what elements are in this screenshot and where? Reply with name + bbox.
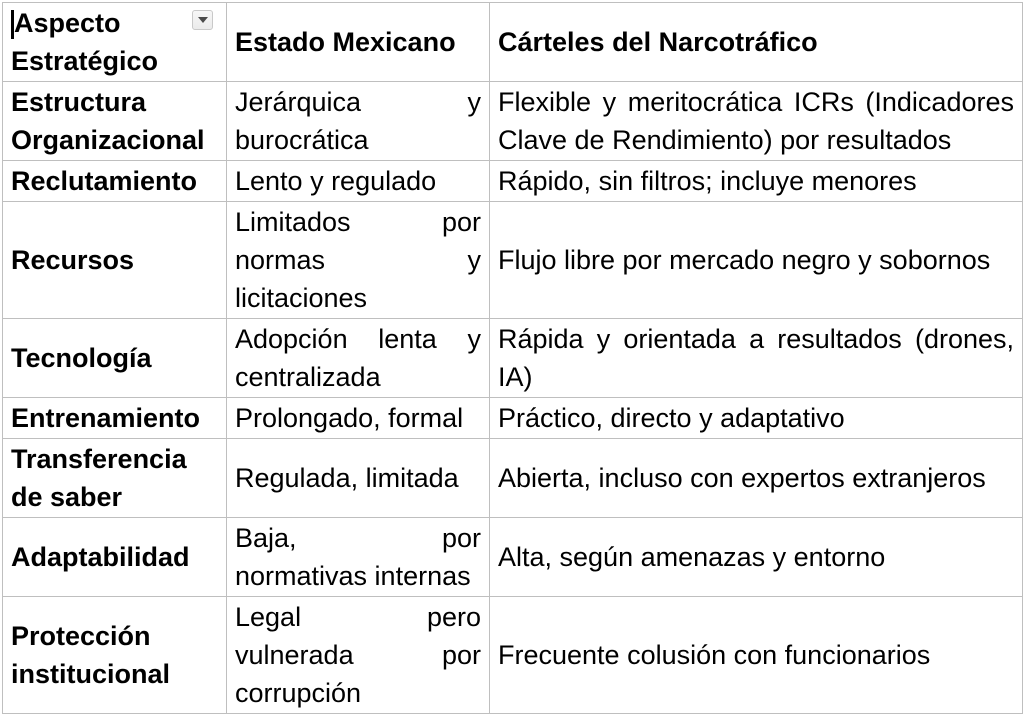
- table-row: [3, 518, 1023, 597]
- table-row: [3, 597, 1023, 714]
- table-row: [3, 319, 1023, 398]
- table-row: [3, 161, 1023, 202]
- cell-estado[interactable]: Prolongado, formal: [227, 398, 490, 439]
- cell-aspecto[interactable]: Tecnología: [3, 319, 227, 398]
- cell-estado[interactable]: Jerárquica y burocrática: [227, 82, 490, 161]
- cell-carteles[interactable]: Práctico, directo y adaptativo: [490, 398, 1023, 439]
- cell-aspecto[interactable]: Recursos: [3, 202, 227, 319]
- cell-carteles[interactable]: Frecuente colusión con funcionarios: [490, 597, 1023, 714]
- table-header-row: [3, 3, 1023, 82]
- cell-estado[interactable]: Limitados por normas y licitaciones: [227, 202, 490, 319]
- cell-estado[interactable]: Adopción lenta y centralizada: [227, 319, 490, 398]
- cell-estado[interactable]: Legal pero vulnerada por corrupción: [227, 597, 490, 714]
- table-row: [3, 82, 1023, 161]
- cell-carteles[interactable]: Flujo libre por mercado negro y sobornos: [490, 202, 1023, 319]
- column-dropdown-button[interactable]: [192, 10, 213, 30]
- cell-aspecto[interactable]: Estructura Organizacional: [3, 82, 227, 161]
- cell-aspecto[interactable]: Protección institucional: [3, 597, 227, 714]
- cell-carteles[interactable]: Alta, según amenazas y entorno: [490, 518, 1023, 597]
- cell-estado[interactable]: Lento y regulado: [227, 161, 490, 202]
- cell-aspecto[interactable]: Transferencia de saber: [3, 439, 227, 518]
- comparison-table: [2, 2, 1023, 714]
- cell-estado[interactable]: Baja, por normativas internas: [227, 518, 490, 597]
- header-label-estado: Estado Mexicano: [235, 27, 456, 57]
- cell-aspecto[interactable]: Reclutamiento: [3, 161, 227, 202]
- header-cell-aspecto[interactable]: [3, 3, 227, 82]
- cell-carteles[interactable]: Abierta, incluso con expertos extranjeros: [490, 439, 1023, 518]
- cell-carteles[interactable]: Rápida y orientada a resultados (drones, IA): [490, 319, 1023, 398]
- header-label-aspecto: Aspecto Estratégico: [11, 8, 159, 76]
- cell-carteles[interactable]: Rápido, sin filtros; incluye menores: [490, 161, 1023, 202]
- cell-aspecto[interactable]: Adaptabilidad: [3, 518, 227, 597]
- header-cell-estado[interactable]: [227, 3, 490, 82]
- table-row: [3, 202, 1023, 319]
- cell-aspecto[interactable]: Entrenamiento: [3, 398, 227, 439]
- chevron-down-icon: [198, 17, 208, 23]
- cell-estado[interactable]: Regulada, limitada: [227, 439, 490, 518]
- header-cell-carteles[interactable]: [490, 3, 1023, 82]
- table-row: [3, 398, 1023, 439]
- header-label-carteles: Cárteles del Narcotráfico: [498, 27, 818, 57]
- table-row: [3, 439, 1023, 518]
- cell-carteles[interactable]: Flexible y meritocrática ICRs (Indicadores Clave de Rendimiento) por resultados: [490, 82, 1023, 161]
